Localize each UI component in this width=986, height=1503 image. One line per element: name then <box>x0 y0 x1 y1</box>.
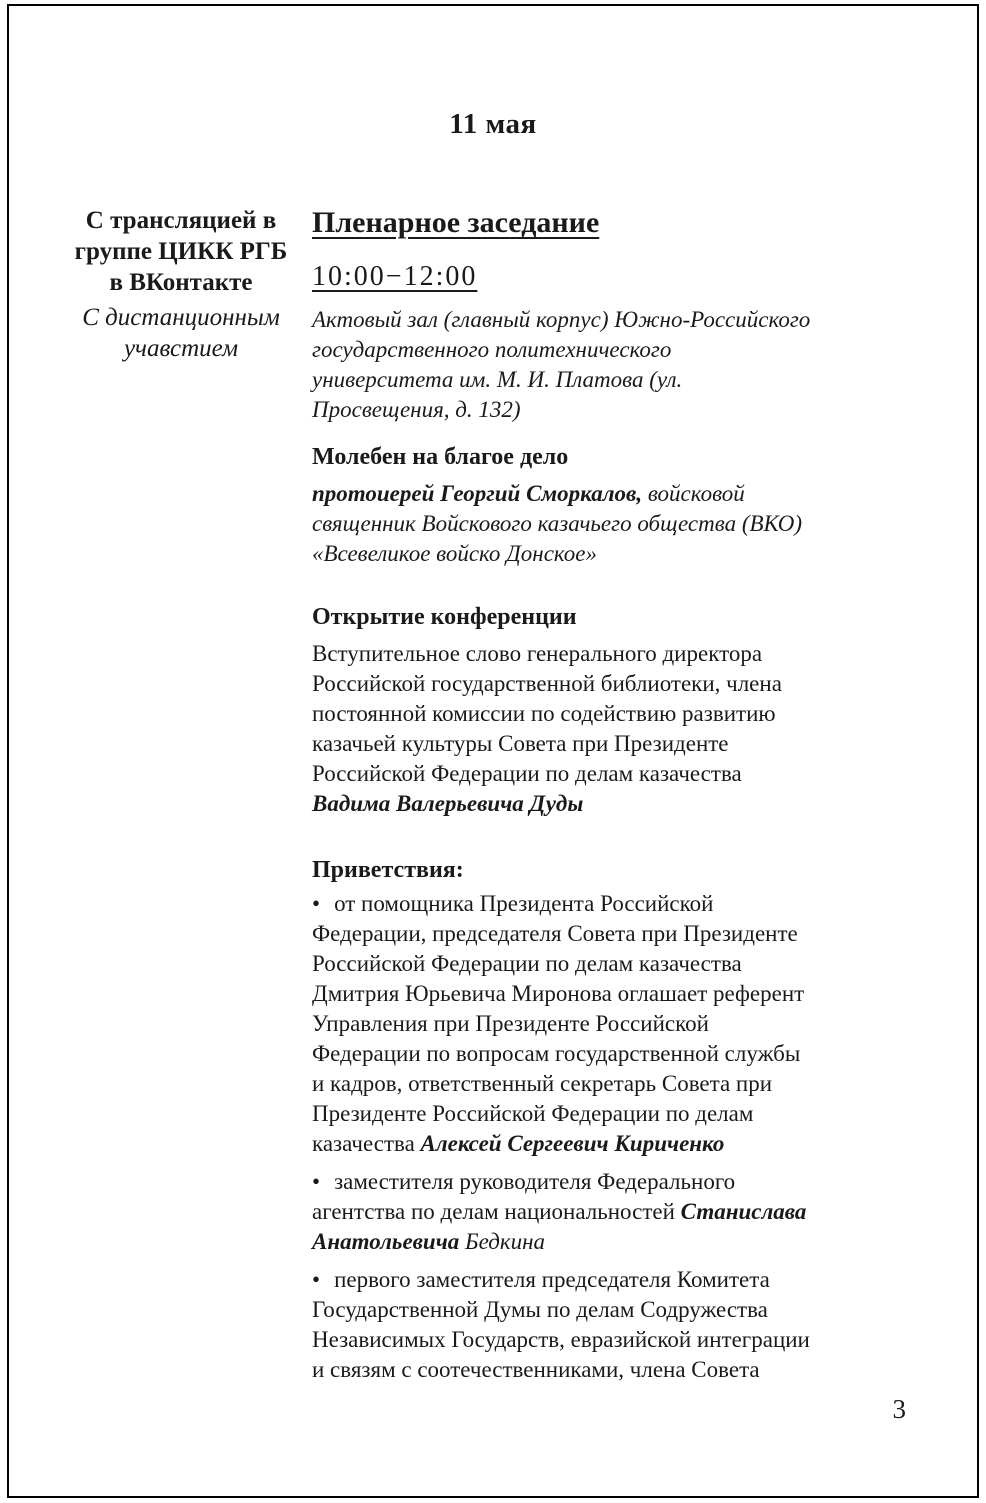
remote-note-line-1: С дистанционным <box>82 304 280 331</box>
broadcast-note-line-2: группе ЦИКК РГБ <box>74 238 288 265</box>
greeting-2-name: Станислава Анатольевича <box>312 1199 807 1254</box>
bullet-marker: • <box>312 1267 321 1292</box>
moleben-speaker-description: войсковой священник Войскового казачьего общества (ВКО) «Всевеликое войско Донское» <box>312 481 802 566</box>
moleben-heading: Молебен на благое дело <box>312 444 569 470</box>
opening-heading: Открытие конференции <box>312 604 577 630</box>
program-main-column <box>312 205 812 1393</box>
greeting-item-3 <box>312 1265 812 1385</box>
greeting-1-body: от помощника Президента Российской Федерации, председателя Совета при Президенте Российской Федерации по делам казачества Дмитрия Юрьевича Миронова оглашает референт Управления при Президенте Российской Федерации по вопросам государственной службы и кадров, ответственный секретарь Совета при Президенте Российской Федерации по делам казачества <box>312 891 805 1156</box>
greeting-item-1 <box>312 889 812 1159</box>
greeting-2-name-surname: Бедкина <box>465 1229 546 1254</box>
opening-body-text: Вступительное слово генерального директора Российской государственной библиотеки, члена постоянной комиссии по содействию развитию казачьей культуры Совета при Президенте Российской Федерации по делам казачества <box>312 641 782 786</box>
margin-note <box>62 205 300 364</box>
page-number: 3 <box>892 1394 906 1424</box>
opening-paragraph <box>312 639 812 819</box>
broadcast-note-line-3: в ВКонтакте <box>109 269 253 296</box>
date-heading: 11 мая <box>449 108 537 140</box>
greeting-2-body: заместителя руководителя Федерального агентства по делам национальностей <box>312 1169 736 1224</box>
bullet-marker: • <box>312 891 321 916</box>
session-venue: Актовый зал (главный корпус) Южно-Российского государственного политехнического университета им. М. И. Платова (ул. Просвещения, д. 132) <box>312 307 811 422</box>
bullet-marker: • <box>312 1169 321 1194</box>
greeting-item-2 <box>312 1167 812 1257</box>
session-title: Пленарное заседание <box>312 206 600 239</box>
remote-note-line-2: учавстием <box>123 335 239 362</box>
greeting-3-body: первого заместителя председателя Комитета Государственной Думы по делам Содружества Независимых Государств, евразийской интеграции и связям с соотечественниками, члена Совета <box>312 1267 810 1382</box>
broadcast-note <box>62 205 300 298</box>
remote-participation-note <box>62 302 300 364</box>
moleben-speaker-name: протоиерей Георгий Сморкалов, <box>312 481 648 506</box>
broadcast-note-line-1: С трансляцией в <box>85 207 277 234</box>
greeting-1-name: Алексей Сергеевич Кириченко <box>420 1131 725 1156</box>
session-time: 10:00−12:00 <box>312 261 478 292</box>
moleben-speaker-paragraph <box>312 479 812 569</box>
greetings-heading: Приветствия: <box>312 857 464 883</box>
opening-speaker-name: Вадима Валерьевича Дуды <box>312 791 584 816</box>
content-columns <box>62 205 920 1393</box>
